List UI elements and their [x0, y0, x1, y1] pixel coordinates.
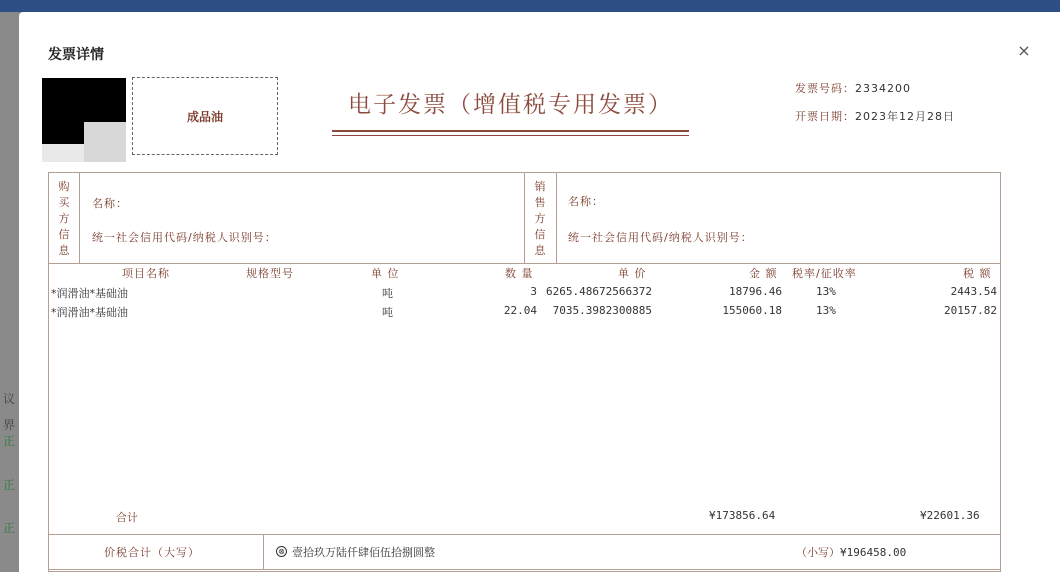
divider [49, 263, 1000, 264]
qr-code-fade [84, 122, 126, 162]
divider [524, 173, 525, 263]
grand-total-small-label: （小写） [796, 546, 840, 559]
invoice-number-value: 2334200 [855, 82, 911, 95]
item-price: 6265.48672566372 [546, 285, 652, 298]
grand-total-label: 价税合计（大写） [104, 546, 200, 559]
item-rate: 13% [816, 304, 836, 317]
invoice-detail-modal [19, 12, 1060, 572]
background-text-fragment: 正 [3, 434, 16, 448]
item-price: 7035.3982300885 [552, 304, 652, 317]
stamp-text: 成品油 [186, 109, 223, 124]
column-header-qty: 数 量 [505, 267, 534, 280]
title-underline [332, 130, 689, 132]
divider [79, 173, 80, 263]
title-underline [332, 135, 689, 136]
invoice-title: 电子发票（增值税专用发票） [348, 92, 673, 118]
item-name: *润滑油*基础油 [51, 287, 128, 300]
background-text-fragment: 议界 [3, 392, 16, 432]
item-unit: 吨 [382, 287, 393, 300]
invoice-table [48, 172, 1001, 572]
column-header-unit: 单 位 [371, 267, 400, 280]
invoice-type-stamp [132, 77, 278, 155]
column-header-price: 单 价 [618, 267, 647, 280]
buyer-tax-id-label: 统一社会信用代码/纳税人识别号： [92, 231, 277, 244]
column-header-amount: 金 额 [749, 267, 778, 280]
column-header-tax: 税 额 [963, 267, 992, 280]
invoice-date [795, 108, 955, 124]
divider [263, 534, 264, 570]
item-unit: 吨 [382, 306, 393, 319]
modal-title: 发票详情 [48, 47, 104, 63]
item-tax: 2443.54 [950, 285, 997, 298]
total-tax: ¥22601.36 [920, 509, 980, 522]
buyer-side-label: 购 买 方 信 息 [58, 180, 70, 257]
buyer-name-label: 名称： [92, 197, 128, 210]
seller-tax-id-label: 统一社会信用代码/纳税人识别号： [568, 231, 753, 244]
invoice-date-label: 开票日期： [795, 110, 855, 123]
item-name: *润滑油*基础油 [51, 306, 128, 319]
item-tax: 20157.82 [944, 304, 997, 317]
qr-code [42, 78, 126, 162]
item-amount: 18796.46 [729, 285, 782, 298]
item-amount: 155060.18 [722, 304, 782, 317]
item-qty: 3 [530, 285, 537, 298]
column-header-item-name: 项目名称 [122, 267, 170, 280]
total-amount: ¥173856.64 [709, 509, 776, 522]
background-text-fragment: 正 [3, 521, 16, 535]
total-label: 合计 [116, 511, 138, 524]
grand-total-small [796, 544, 906, 560]
app-top-bar [0, 0, 1060, 12]
invoice-number-label: 发票号码： [795, 82, 855, 95]
divider [49, 569, 1000, 570]
item-qty: 22.04 [503, 304, 537, 317]
column-header-spec: 规格型号 [246, 267, 294, 280]
invoice-number [795, 80, 911, 96]
item-rate: 13% [816, 285, 836, 298]
close-icon[interactable]: × [1017, 41, 1031, 60]
seller-side-label: 销 售 方 信 息 [534, 180, 546, 257]
qr-code-fade [42, 144, 84, 162]
divider [556, 173, 557, 263]
background-text-fragment: 正 [3, 478, 16, 492]
column-header-rate: 税率/征收率 [792, 267, 857, 280]
seller-name-label: 名称： [568, 195, 604, 208]
grand-total-small-value: ¥196458.00 [840, 546, 907, 559]
invoice-date-value: 2023年12月28日 [855, 110, 955, 123]
divider [49, 534, 1000, 535]
grand-total-words: 壹拾玖万陆仟肆佰伍拾捌圆整 [292, 546, 435, 559]
currency-cross-icon: ⊗ [276, 546, 287, 557]
